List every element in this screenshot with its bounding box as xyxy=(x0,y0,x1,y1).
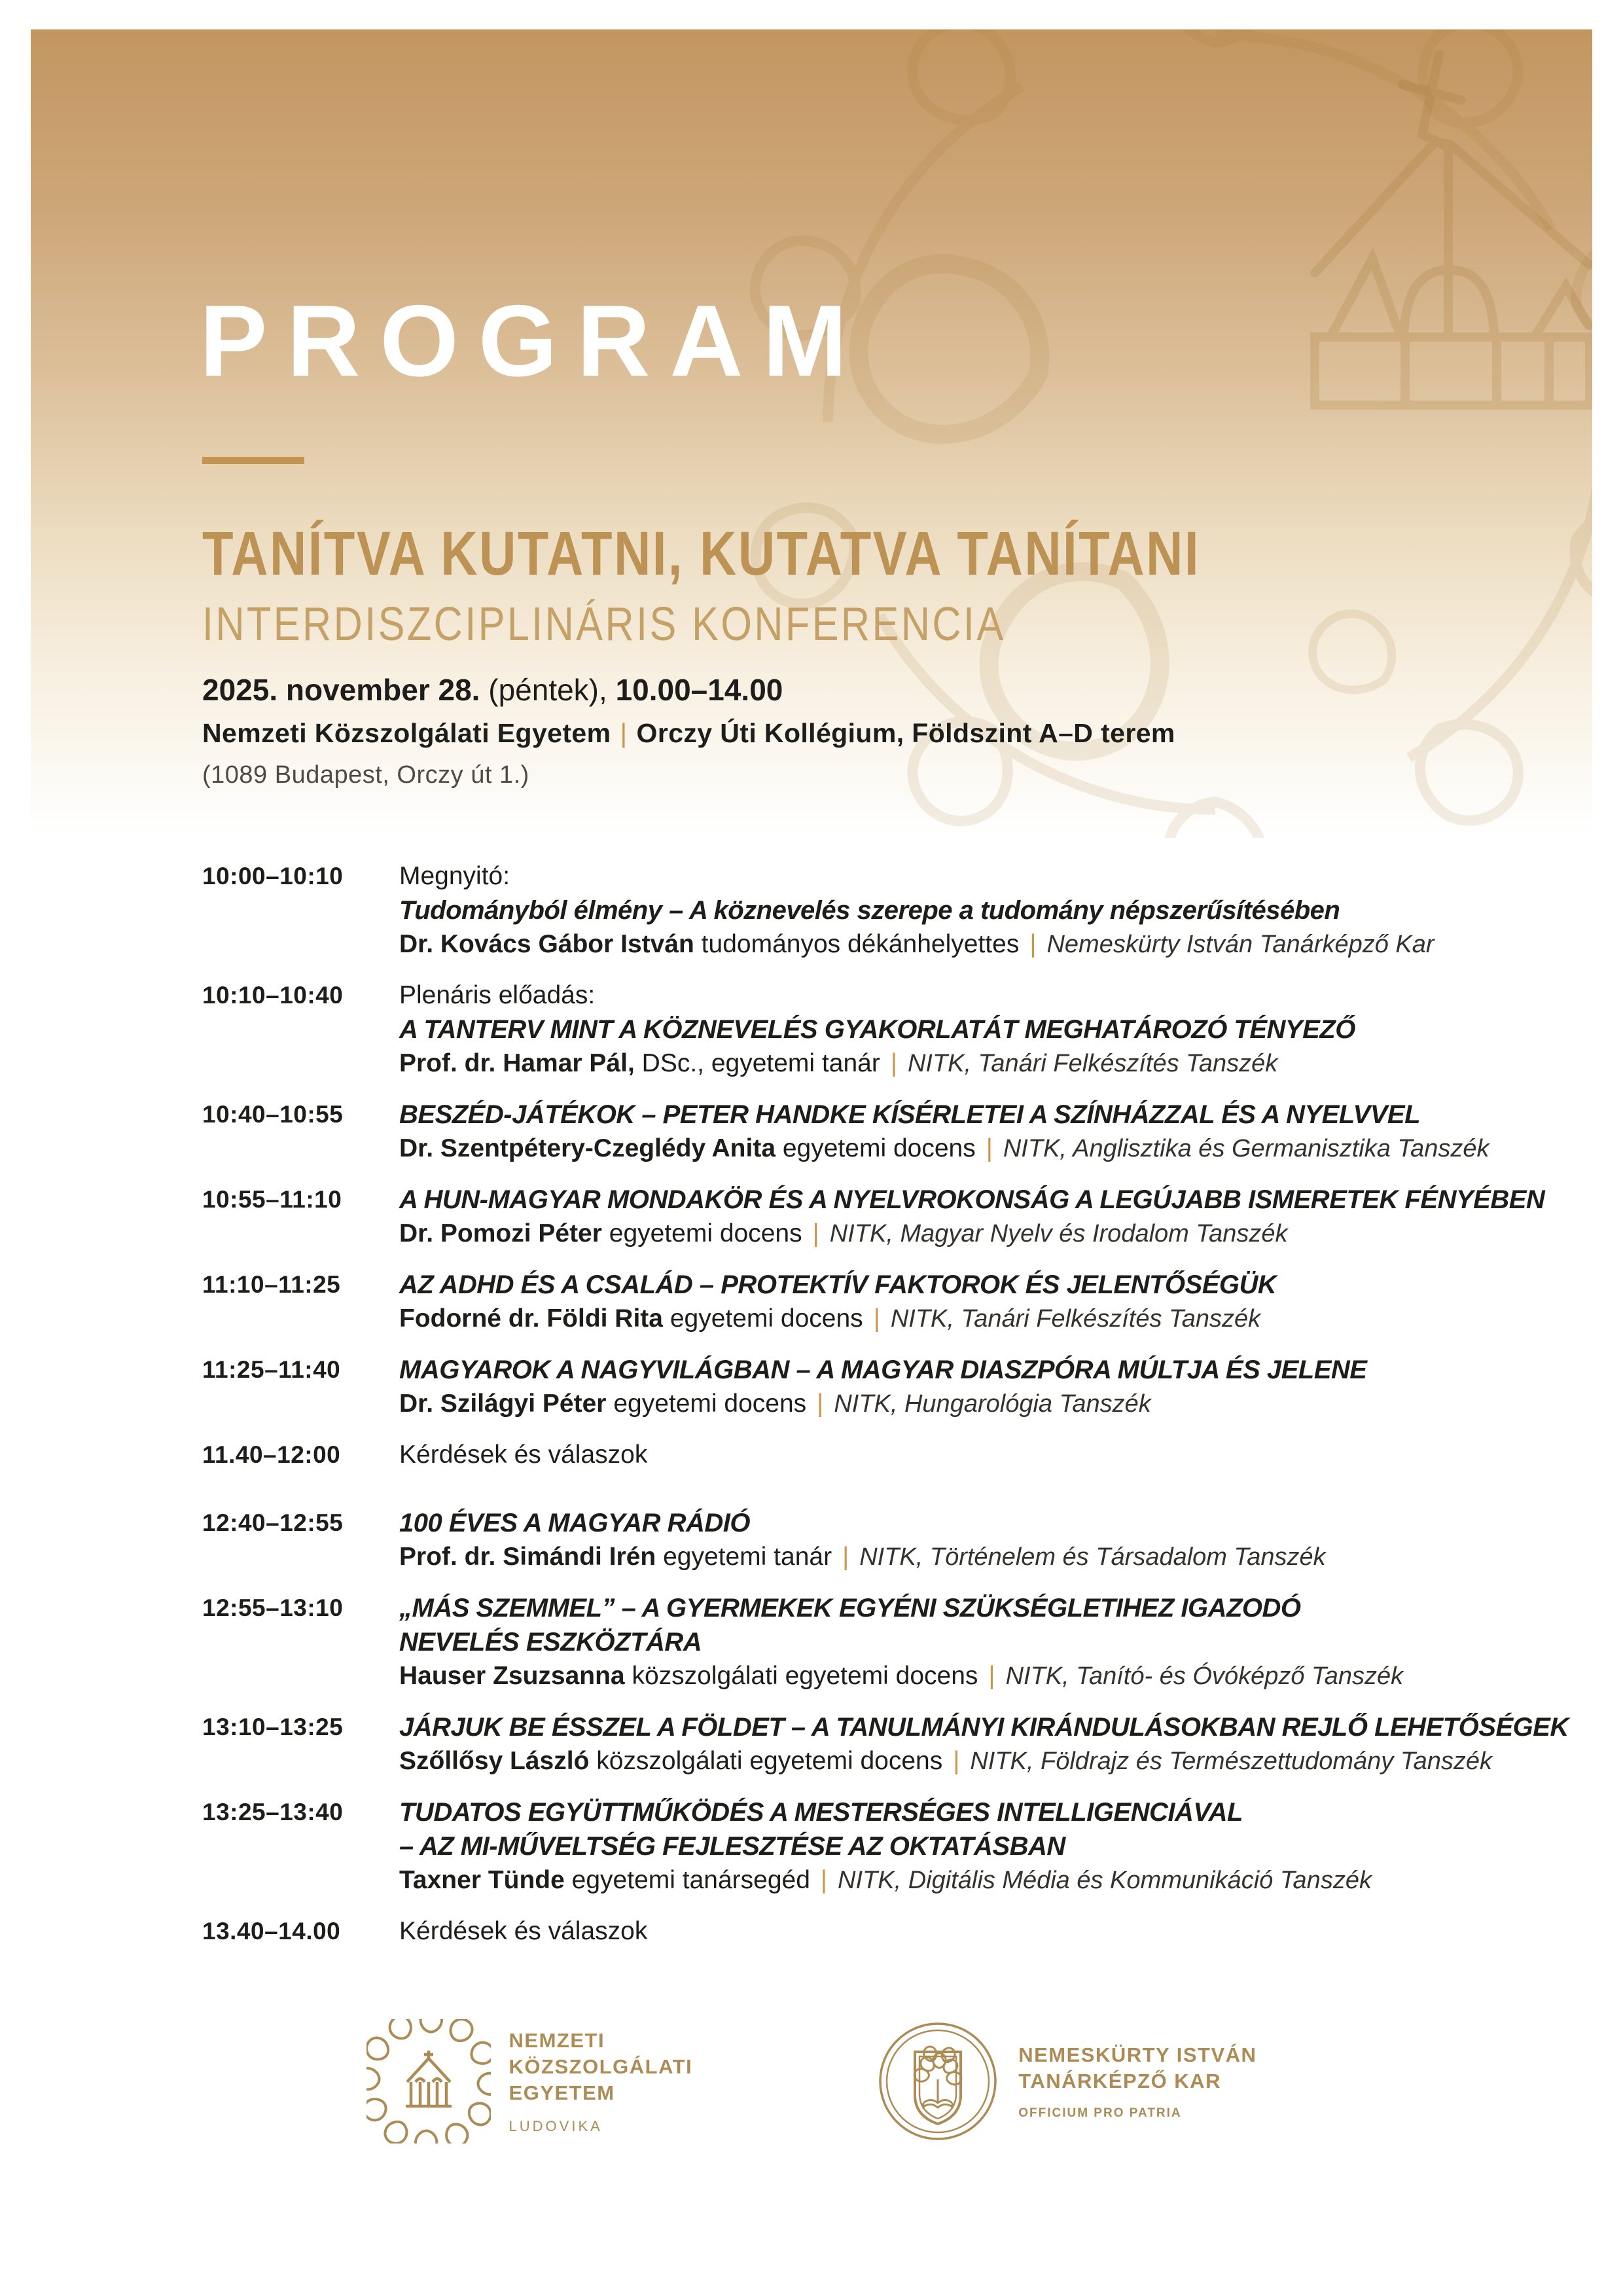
separator-pipe: | xyxy=(890,1049,897,1077)
schedule-row xyxy=(202,859,1511,961)
event-date xyxy=(202,672,783,708)
schedule-row xyxy=(202,1098,1511,1166)
schedule-line-speaker xyxy=(399,1047,1511,1081)
schedule-content xyxy=(399,1795,1511,1897)
speaker-name: Szőllősy László xyxy=(399,1747,590,1775)
schedule-time: 11:10–11:25 xyxy=(202,1271,341,1298)
schedule-time: 10:00–10:10 xyxy=(202,863,344,889)
schedule-row xyxy=(202,1914,1511,1948)
speaker-department: NITK, Történelem és Társadalom Tanszék xyxy=(859,1543,1326,1571)
page-title: PROGRAM xyxy=(200,284,867,397)
speaker-name: Dr. Pomozi Péter xyxy=(399,1219,602,1247)
venue-separator: | xyxy=(620,718,628,748)
conference-type: INTERDISZCIPLINÁRIS KONFERENCIA xyxy=(202,598,1006,651)
speaker-department: NITK, Anglisztika és Germanisztika Tanszék xyxy=(1003,1135,1489,1162)
faculty-motto: OFFICIUM PRO PATRIA xyxy=(1018,2106,1182,2120)
watermark-ornament xyxy=(31,29,1592,838)
schedule-line-plain: Kérdések és válaszok xyxy=(399,1917,648,1945)
separator-pipe: | xyxy=(953,1747,960,1775)
speaker-role: egyetemi tanársegéd xyxy=(564,1866,810,1894)
event-date-day: 2025. november 28. xyxy=(202,673,480,707)
university-name-line1: NEMZETI xyxy=(508,2029,605,2052)
speaker-name: Dr. Szentpétery-Czeglédy Anita xyxy=(399,1134,776,1162)
university-brand: LUDOVIKA xyxy=(508,2118,603,2134)
footer xyxy=(0,2019,1623,2144)
schedule-line-speaker xyxy=(399,1744,1511,1778)
schedule-line-title: A HUN-MAGYAR MONDAKÖR ÉS A NYELVROKONSÁG A LEGÚJABB ISMERETEK FÉNYÉBEN xyxy=(399,1185,1545,1214)
speaker-role: egyetemi docens xyxy=(776,1134,976,1162)
speaker-name: Hauser Zsuzsanna xyxy=(399,1662,625,1690)
swirl-ring xyxy=(743,29,1592,838)
schedule-line-title: – AZ MI-MŰVELTSÉG FEJLESZTÉSE AZ OKTATÁSBAN xyxy=(399,1832,1065,1861)
ludovika-building-icon xyxy=(406,2051,452,2106)
separator-pipe: | xyxy=(988,1662,995,1690)
schedule-content xyxy=(399,1506,1511,1574)
event-time-range: 10.00–14.00 xyxy=(615,673,783,707)
schedule-line-title: AZ ADHD ÉS A CSALÁD – PROTEKTÍV FAKTOROK ÉS JELENTŐSÉGÜK xyxy=(399,1270,1277,1299)
faculty-name-line1: NEMESKÜRTY ISTVÁN xyxy=(1018,2043,1257,2066)
separator-pipe: | xyxy=(986,1134,993,1162)
schedule-content xyxy=(399,1183,1545,1251)
title-underline xyxy=(202,457,304,464)
schedule-content xyxy=(399,1591,1511,1693)
tree-book-icon xyxy=(914,2045,961,2108)
speaker-name: Prof. dr. Simándi Irén xyxy=(399,1543,656,1571)
faculty-logo-group xyxy=(876,2019,1257,2144)
schedule-line-speaker xyxy=(399,1863,1511,1897)
schedule-line-title: NEVELÉS ESZKÖZTÁRA xyxy=(399,1628,702,1657)
schedule-line-title: 100 ÉVES A MAGYAR RÁDIÓ xyxy=(399,1509,751,1537)
separator-pipe: | xyxy=(817,1390,824,1418)
speaker-department: NITK, Tanári Felkészítés Tanszék xyxy=(907,1050,1278,1077)
speaker-role: közszolgálati egyetemi docens xyxy=(624,1662,978,1690)
schedule-line-speaker xyxy=(399,1302,1511,1336)
schedule-time: 10:10–10:40 xyxy=(202,982,344,1009)
schedule-line-speaker xyxy=(399,1659,1511,1693)
speaker-department: NITK, Magyar Nyelv és Irodalom Tanszék xyxy=(829,1220,1288,1247)
schedule-row xyxy=(202,1591,1511,1693)
schedule-line-title: A TANTERV MINT A KÖZNEVELÉS GYAKORLATÁT MEGHATÁROZÓ TÉNYEZŐ xyxy=(399,1015,1355,1044)
separator-pipe: | xyxy=(820,1866,828,1894)
schedule-time: 10:55–11:10 xyxy=(202,1186,342,1213)
university-name-line2: KÖZSZOLGÁLATI xyxy=(508,2055,693,2078)
speaker-role: tudományos dékánhelyettes xyxy=(694,930,1020,958)
faculty-name-line2: TANÁRKÉPZŐ KAR xyxy=(1018,2070,1221,2092)
speaker-department: Nemeskürty István Tanárképző Kar xyxy=(1046,931,1435,958)
schedule-time: 13:10–13:25 xyxy=(202,1713,344,1740)
schedule-line-speaker xyxy=(399,1217,1511,1251)
schedule-row xyxy=(202,1795,1511,1897)
schedule-time: 11:25–11:40 xyxy=(202,1356,341,1383)
schedule-row xyxy=(202,1506,1511,1574)
conference-title: TANÍTVA KUTATNI, KUTATVA TANÍTANI xyxy=(202,519,1200,588)
schedule-line-speaker xyxy=(399,1540,1511,1574)
separator-pipe: | xyxy=(873,1304,880,1333)
speaker-role: egyetemi docens xyxy=(601,1219,802,1247)
separator-pipe: | xyxy=(812,1219,819,1247)
schedule-content xyxy=(399,978,1511,1081)
university-logo-icon xyxy=(366,2019,491,2144)
schedule-row xyxy=(202,978,1511,1081)
schedule-line-title: Tudományból élmény – A köznevelés szerepe a tudomány népszerűsítésében xyxy=(399,896,1340,925)
schedule-line-title: „MÁS SZEMMEL” – A GYERMEKEK EGYÉNI SZÜKSÉGLETIHEZ IGAZODÓ xyxy=(399,1594,1301,1623)
speaker-name: Fodorné dr. Földi Rita xyxy=(399,1304,663,1333)
schedule-time: 10:40–10:55 xyxy=(202,1101,344,1128)
schedule-row xyxy=(202,1183,1545,1251)
schedule-row xyxy=(202,1438,1511,1472)
schedule-content xyxy=(399,859,1511,961)
separator-pipe: | xyxy=(842,1543,849,1571)
speaker-department: NITK, Tanító- és Óvóképző Tanszék xyxy=(1005,1662,1404,1690)
schedule-line-speaker xyxy=(399,927,1511,961)
schedule-content xyxy=(399,1438,1511,1472)
faculty-logo-text xyxy=(1018,2042,1257,2121)
schedule-line-title: MAGYAROK A NAGYVILÁGBAN – A MAGYAR DIASZPÓRA MÚLTJA ÉS JELENE xyxy=(399,1355,1367,1384)
speaker-role: közszolgálati egyetemi docens xyxy=(589,1747,943,1775)
schedule-row xyxy=(202,1268,1511,1336)
schedule-content xyxy=(399,1710,1569,1778)
schedule-time: 13:25–13:40 xyxy=(202,1799,344,1825)
speaker-department: NITK, Tanári Felkészítés Tanszék xyxy=(890,1305,1261,1333)
speaker-department: NITK, Digitális Média és Kommunikáció Tanszék xyxy=(838,1867,1372,1894)
speaker-role: DSc., egyetemi tanár xyxy=(634,1049,880,1077)
schedule-line-plain: Kérdések és válaszok xyxy=(399,1441,648,1469)
schedule-line-title: JÁRJUK BE ÉSSZEL A FÖLDET – A TANULMÁNYI KIRÁNDULÁSOKBAN REJLŐ LEHETŐSÉGEK xyxy=(399,1713,1569,1742)
venue-building: Orczy Úti Kollégium, Földszint A–D terem xyxy=(636,718,1175,748)
schedule-content xyxy=(399,1353,1511,1421)
venue-university: Nemzeti Közszolgálati Egyetem xyxy=(202,718,611,748)
speaker-name: Dr. Kovács Gábor István xyxy=(399,930,694,958)
schedule-line-speaker xyxy=(399,1387,1511,1421)
schedule-content xyxy=(399,1098,1511,1166)
schedule-line-speaker xyxy=(399,1132,1511,1166)
speaker-name: Prof. dr. Hamar Pál, xyxy=(399,1049,635,1077)
schedule-line-title: TUDATOS EGYÜTTMŰKÖDÉS A MESTERSÉGES INTELLIGENCIÁVAL xyxy=(399,1798,1243,1827)
schedule-line-plain: Megnyitó: xyxy=(399,862,510,890)
header xyxy=(31,29,1592,838)
university-logo-group xyxy=(366,2019,693,2144)
schedule-line-title: BESZÉD-JÁTÉKOK – PETER HANDKE KÍSÉRLETEI A SZÍNHÁZZAL ÉS A NYELVVEL xyxy=(399,1100,1421,1129)
schedule-time: 12:55–13:10 xyxy=(202,1594,344,1621)
separator-pipe: | xyxy=(1029,930,1037,958)
schedule-row xyxy=(202,1710,1569,1778)
university-name-line3: EGYETEM xyxy=(508,2081,615,2104)
event-venue xyxy=(202,718,1175,749)
speaker-name: Taxner Tünde xyxy=(399,1866,565,1894)
schedule-row xyxy=(202,1353,1511,1421)
university-logo-text xyxy=(509,2028,693,2135)
speaker-name: Dr. Szilágyi Péter xyxy=(399,1390,607,1418)
event-date-weekday: (péntek), xyxy=(480,673,616,707)
schedule-content xyxy=(399,1268,1511,1336)
event-address: (1089 Budapest, Orczy út 1.) xyxy=(202,761,529,789)
schedule-content xyxy=(399,1914,1511,1948)
speaker-role: egyetemi docens xyxy=(663,1304,863,1333)
schedule-time: 12:40–12:55 xyxy=(202,1509,344,1536)
speaker-role: egyetemi docens xyxy=(606,1390,807,1418)
schedule-line-plain: Plenáris előadás: xyxy=(399,981,596,1009)
schedule xyxy=(202,859,1569,1982)
speaker-department: NITK, Földrajz és Természettudomány Tanszék xyxy=(970,1748,1492,1775)
speaker-role: egyetemi tanár xyxy=(656,1543,832,1571)
faculty-logo-icon xyxy=(876,2019,1000,2144)
speaker-department: NITK, Hungarológia Tanszék xyxy=(834,1390,1151,1418)
crown-icon xyxy=(1315,54,1590,405)
schedule-time: 13.40–14.00 xyxy=(202,1918,341,1945)
schedule-time: 11.40–12:00 xyxy=(202,1441,341,1468)
